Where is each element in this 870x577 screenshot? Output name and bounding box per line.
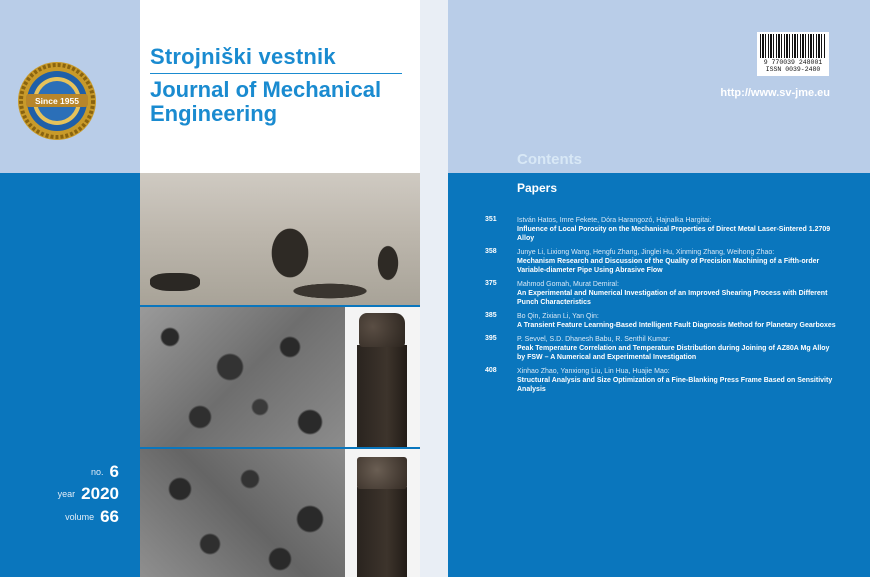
barcode-number: 9 770039 248001: [763, 59, 823, 66]
toc-authors: P. Sevvel, S.D. Dhanesh Babu, R. Senthil Kumar:: [517, 336, 671, 343]
journal-title-english: Journal of Mechanical Engineering: [150, 77, 382, 126]
toc-authors: Mahmod Gomah, Murat Demiral:: [517, 281, 619, 288]
table-of-contents: [466, 216, 836, 399]
specimen-body: [357, 345, 407, 447]
toc-entry[interactable]: [466, 335, 836, 362]
toc-title: Structural Analysis and Size Optimization of a Fine-Blanking Press Frame Based on Sensitivity Analysis: [517, 377, 833, 393]
fracture-surface-photo-2: [140, 449, 345, 577]
specimen-photo-1: [345, 307, 420, 447]
toc-title: Mechanism Research and Discussion of the Quality of Precision Machining of a Fifth-order Variable-diameter Pipe Using Abrasive Flow: [517, 258, 820, 274]
specimen-fracture-top: [357, 457, 407, 489]
toc-page-number: 375: [485, 280, 497, 287]
toc-page-number: 385: [485, 312, 497, 319]
issue-number-label: no.: [91, 467, 104, 477]
toc-entry[interactable]: [466, 216, 836, 243]
papers-heading: Papers: [517, 181, 558, 195]
issue-volume-label: volume: [65, 512, 95, 522]
journal-logo: [16, 60, 98, 142]
issue-volume-value: 66: [100, 507, 119, 526]
toc-entry[interactable]: [466, 312, 836, 330]
toc-page-number: 351: [485, 216, 497, 223]
issue-year: [58, 484, 119, 504]
toc-page-number: 408: [485, 367, 497, 374]
microstructure-photo: [140, 173, 420, 305]
issue-year-label: year: [57, 489, 76, 499]
toc-page-number: 395: [485, 335, 497, 342]
barcode-bars: [760, 34, 826, 58]
toc-title: A Transient Feature Learning-Based Intelligent Fault Diagnosis Method for Planetary Gearboxes: [517, 322, 836, 329]
specimen-photo-2: [345, 449, 420, 577]
toc-entry[interactable]: [466, 248, 836, 275]
title-divider: [150, 73, 402, 74]
fracture-surface-photo-1: [140, 307, 345, 447]
specimen-body: [357, 487, 407, 577]
specimen-fracture-top: [359, 313, 405, 347]
toc-authors: Bo Qin, Zixian Li, Yan Qin:: [517, 313, 599, 320]
journal-url[interactable]: http://www.sv-jme.eu: [720, 87, 830, 99]
toc-entry[interactable]: [466, 280, 836, 307]
spine: [420, 0, 448, 577]
toc-page-number: 358: [485, 248, 497, 255]
issn-number: ISSN 0039-2480: [765, 66, 821, 73]
issue-volume: [65, 507, 119, 527]
toc-entry[interactable]: [466, 367, 836, 394]
logo-badge-text: Since 1955: [35, 96, 79, 106]
toc-title: An Experimental and Numerical Investigation of an Improved Shearing Process with Different Punch Characteristics: [517, 290, 828, 306]
toc-authors: Junye Li, Lixiong Wang, Hengfu Zhang, Jinglei Hu, Xinming Zhang, Weihong Zhao:: [517, 249, 775, 256]
toc-authors: Xinhao Zhao, Yanxiong Liu, Lin Hua, Huajie Mao:: [517, 368, 670, 375]
issue-number: [91, 462, 119, 482]
journal-title-slovenian: Strojniški vestnik: [150, 44, 336, 69]
toc-title: Peak Temperature Correlation and Temperature Distribution during Joining of AZ80A Mg Alloy by FSW – A Numerical and Experimental Investigation: [517, 345, 830, 361]
toc-title: Influence of Local Porosity on the Mechanical Properties of Direct Metal Laser-Sintered 1.2709 Alloy: [517, 226, 831, 242]
issue-number-value: 6: [109, 462, 119, 481]
barcode: [757, 32, 829, 76]
issue-year-value: 2020: [81, 484, 119, 503]
toc-authors: István Hatos, Imre Fekete, Dóra Harangozó, Hajnalka Hargitai:: [517, 217, 712, 224]
contents-heading: Contents: [517, 151, 582, 168]
